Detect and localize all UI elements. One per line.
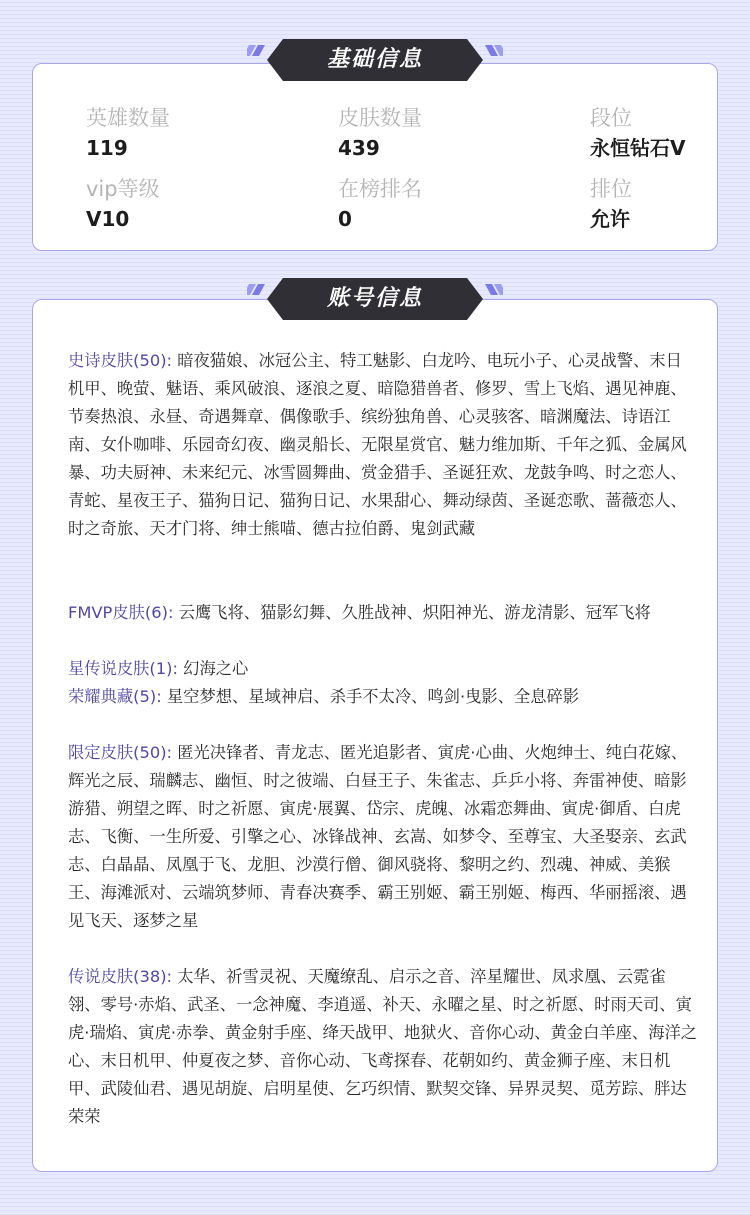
skin-category-label: 史诗皮肤(50): — [68, 351, 173, 370]
stat-label: 英雄数量 — [86, 106, 170, 130]
skin-group-star-legend — [68, 655, 698, 683]
stat-skin-count — [338, 103, 422, 163]
stat-label: 皮肤数量 — [338, 106, 422, 130]
stat-label: 排位 — [590, 177, 632, 201]
stat-rank-tier — [590, 103, 685, 163]
skin-group-glory-collection — [68, 683, 698, 711]
skin-items: 暗夜猫娘、冰冠公主、特工魅影、白龙吟、电玩小子、心灵战警、末日机甲、晚萤、魅语、乘风破浪、逐浪之夏、暗隐猎兽者、修罗、雪上飞焰、遇见神鹿、节奏热浪、永昼、奇遇舞章、偶像歌手、缤纷独角兽、心灵骇客、暗渊魔法、诗语江南、女仆咖啡、乐园奇幻夜、幽灵船长、无限星赏官、魅力维加斯、千年之狐、金属风暴、功夫厨神、未来纪元、冰雪圆舞曲、赏金猎手、圣诞狂欢、龙鼓争鸣、时之恋人、青蛇、星夜王子、猫狗日记、猫狗日记、水果甜心、舞动绿茵、圣诞恋歌、蔷薇恋人、时之奇旅、天才门将、绅士熊喵、德古拉伯爵、鬼剑武藏 — [68, 351, 687, 538]
stat-hero-count — [86, 103, 170, 163]
stat-value: 439 — [338, 136, 380, 160]
skin-category-label: 荣耀典藏(5): — [68, 687, 162, 706]
skin-group-epic — [68, 347, 698, 543]
skin-group-fmvp — [68, 599, 698, 627]
stat-value: 永恒钻石V — [590, 136, 686, 160]
account-info-title: 账号信息 — [326, 286, 423, 311]
basic-info-header — [247, 37, 503, 83]
skin-items: 云鹰飞将、猫影幻舞、久胜战神、炽阳神光、游龙清影、冠军飞将 — [178, 603, 651, 622]
stat-value: V10 — [86, 207, 130, 231]
stat-label: vip等级 — [86, 177, 160, 201]
account-info-header — [247, 276, 503, 322]
skin-items: 幻海之心 — [183, 659, 249, 678]
skin-items: 匿光决锋者、青龙志、匿光追影者、寅虎·心曲、火炮绅士、纯白花嫁、辉光之辰、瑞麟志、幽恒、时之彼端、白昼王子、朱雀志、乒乒小将、奔雷神使、暗影游猎、朔望之晖、时之祈愿、寅虎·展翼、岱宗、虎魄、冰霜恋舞曲、寅虎·御盾、白虎志、飞衡、一生所爱、引擎之心、冰锋战神、玄嵩、如梦令、至尊宝、大圣娶亲、玄武志、白晶晶、凤凰于飞、龙胆、沙漠行僧、御风骁将、黎明之约、烈魂、神威、美猴王、海滩派对、云端筑梦师、青春决赛季、霸王别姬、霸王别姬、梅西、华丽摇滚、遇见飞天、逐梦之星 — [68, 743, 688, 930]
skin-category-label: 限定皮肤(50): — [68, 743, 173, 762]
skin-group-limited — [68, 739, 698, 935]
stat-label: 段位 — [590, 106, 632, 130]
stat-leaderboard-rank — [338, 174, 422, 234]
skin-items: 星空梦想、星域神启、杀手不太冷、鸣剑·曳影、全息碎影 — [166, 687, 580, 706]
stat-value: 允许 — [590, 207, 630, 231]
stat-vip-level — [86, 174, 160, 234]
stat-label: 在榜排名 — [338, 177, 422, 201]
stat-value: 0 — [338, 207, 352, 231]
skin-category-label: FMVP皮肤(6): — [68, 603, 174, 622]
skin-items: 太华、祈雪灵祝、天魔缭乱、启示之音、淬星耀世、凤求凰、云霓雀翎、零号·赤焰、武圣、一念神魔、李逍遥、补天、永曜之星、时之祈愿、时雨天司、寅虎·瑞焰、寅虎·赤拳、黄金射手座、绛天战甲、地狱火、音你心动、黄金白羊座、海洋之心、末日机甲、仲夏夜之梦、音你心动、飞鸢探春、花朝如约、黄金狮子座、末日机甲、武陵仙君、遇见胡旋、启明星使、乞巧织情、默契交锋、异界灵契、觅芳踪、胖达荣荣 — [68, 967, 698, 1126]
basic-info-title: 基础信息 — [326, 47, 423, 72]
stat-ranked-status — [590, 174, 632, 234]
skin-category-label: 星传说皮肤(1): — [68, 659, 178, 678]
skin-category-label: 传说皮肤(38): — [68, 967, 173, 986]
stat-value: 119 — [86, 136, 128, 160]
skin-group-legend — [68, 963, 698, 1131]
